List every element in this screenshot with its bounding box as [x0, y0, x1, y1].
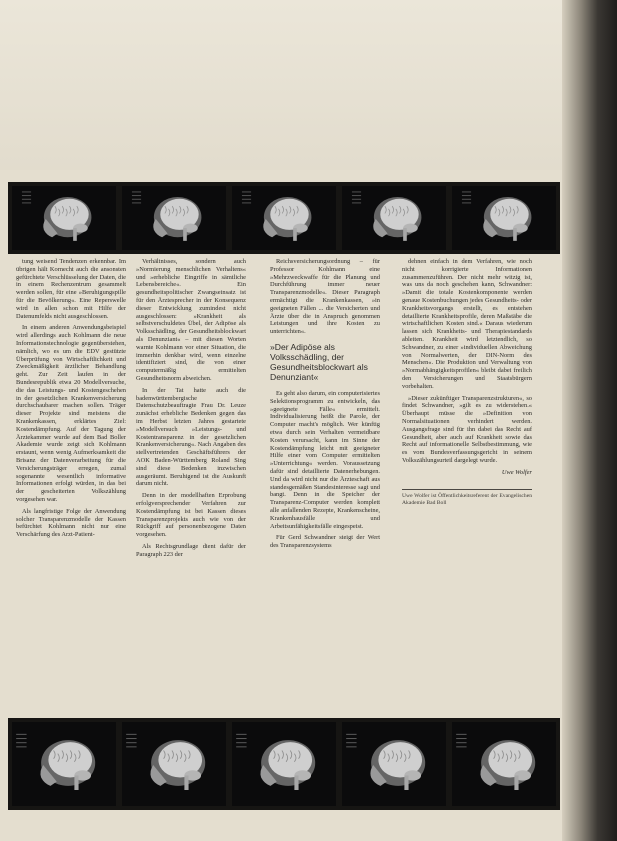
paragraph: Verhältnisses, sondern auch »Normierung menschlichen Verhaltens« und »erhebliche Eingriffe in sämtliche Lebensbereiche«. Ein gesundheitspolitischer Zwangseinsatz ist für den Ärztesprecher in der Konsequenz dieser Entwicklung zumindest nicht ausgeschlossen: »Krankheit als selbstverschuldetes Übel, der Adipöse als Volksschädling, der Gesundheitsblockwart als Denunziant« – mit diesen Worten warnte Kohlmann vor einer Situation, die immerhin denkbar wird, wenn einzelne identifiziert sind, die von einer computermäßig ermittelten Gesundheitsnorm abweichen.	[136, 258, 246, 382]
paragraph: Reichsversicherungsordnung – für Professor Kohlmann eine »Mehrzweckwaffe für die Planung und Durchführung immer neuer Transparenzmodelle«. Dieser Paragraph ermächtigt die Krankenkassen, »in geeigneten Fällen ... die Versicherten und Ärzte über die in Anspruch genommen Leistungen und ihre Kosten zu unterrichten«.	[270, 258, 380, 336]
mri-head-scan-graphic	[452, 722, 556, 806]
paragraph: Denn in der modellhaften Erprobung erfolgversprechender Verfahren zur Kostendämpfung ist bei Kassen dieses Transparenzprojekts auch wie von der Rückgriff auf personenbezogene Daten vorgesehen.	[136, 492, 246, 539]
mri-head-scan-graphic	[342, 186, 446, 250]
mri-head-scan-graphic	[122, 186, 226, 250]
paragraph: Als Rechtsgrundlage dient dafür der Paragraph 223 der	[136, 542, 246, 558]
mri-head-scan-image	[232, 722, 336, 806]
mri-head-scan-image	[232, 186, 336, 250]
mri-head-scan-graphic	[12, 722, 116, 806]
mri-film-strip-bottom	[8, 718, 560, 810]
mri-head-scan-image	[452, 722, 556, 806]
article-columns	[16, 258, 542, 718]
paragraph: »Dieser zukünftiger Transparenzstrukturen«, so findet Schwandner, »gilt es zu widerstehen.« Überhaupt müsse die »Definition von Normalsituationen verhindert werden. Ausgangsfrage sind für ihn dabei das Recht auf Gesundheit, aber auch auf Krankheit sowie das Recht auf informationelle Selbstbestimmung, wie es vom Bundesverfassungsgericht in seinem Volkszählungsurteil dargelegt wurde.	[402, 394, 532, 464]
blank-top-margin	[0, 0, 562, 170]
pull-quote: »Der Adipöse als Volksschädling, der Gesundheitsblockwart als Denunziant«	[270, 341, 368, 382]
article-column-1	[16, 258, 126, 714]
mri-head-scan-image	[12, 186, 116, 250]
book-spine-shadow	[562, 0, 617, 841]
mri-head-scan-image	[342, 722, 446, 806]
mri-head-scan-image	[122, 186, 226, 250]
article-column-2	[136, 258, 246, 714]
paragraph: Es geht also darum, ein computerisiertes Selektionsprogramm zu entwickeln, das »geeignete Fälle« ermittelt. Individualisierung heißt die Parole, der Computer macht's möglich. Wer künftig etwa durch sein Verhalten vermeidbare Kosten verursacht, kann im Sinne der Kostendämpfung leicht mit geeigneter Hilfe einer vom Computer ermittelten »Unterrichtung« werden. Voraussetzung dafür sind detaillierte Datenerhebungen. Und da wird nicht nur die Ärzteschaft aus standesgemäßen Standesinteresse sagt und bangt. Denn in die Speicher der Transparenz-Computer werden komplett alle anfallenden Rezepte, Krankenscheine, Krankenhausfälle und Arbeitsunfähigkeitsfälle eingespeist.	[270, 389, 380, 530]
mri-head-scan-graphic	[122, 722, 226, 806]
mri-head-scan-image	[342, 186, 446, 250]
article-column-4	[402, 258, 532, 714]
mri-head-scan-graphic	[342, 722, 446, 806]
caption-divider	[402, 489, 532, 490]
article-column-3	[270, 258, 380, 714]
paragraph: In einem anderen Anwendungsbeispiel wird allerdings auch Kohlmann die neue Informationstechnologie gegenüberstehen, nämlich, wo es um die EDV gestützte Überprüfung von Wirtschaftlichkeit und Zweckmäßigkeit ärztlicher Behandlung geht. Zur Zeit laufen in der Bundesrepublik etwa 20 Modellversuche, die das Leistungs- und Kostengeschehen in der gesetzlichen Krankenversicherung durchschaubarer machen sollen. Träger dieser Projekte sind meistens die Krankenkassen, erklärtes Ziel: Kostendämpfung. Auf der Tagung der Ärztekammer wurde auf dem Bad Boller Akademie wurde zeigt sich Kohlmann erstaunt, wenn wenig Aufmerksamkeit die Brisanz der Datenverarbeitung für die Versicherungsträger erregen, zumal sogenannte wesentlich informative Informationen erfolgt würden, in das bei der gescheiterten Volkszählung vorgesehen war.	[16, 324, 126, 503]
author-signature: Uwe Wolfer	[501, 468, 532, 476]
mri-head-scan-graphic	[232, 186, 336, 250]
paragraph: dehnen einfach in dem Verfahren, wie noch nicht korrigierte Informationen zusammenzuführen. Der nicht mehr witzig ist, was uns da noch geschehen kann, Schwandner: »Damit die totale Kostenkomponente werden genaue Kostenbuchungen jedes Gesundheits- oder Krankheitsvorgangs erstellt, es entstehen detaillierte Krankheitsprofile, deren Maßstäbe die wirtschaftlichen Kosten sind.« Daraus wiederum lassen sich Krankheits- und Therapiestandards ableiten. Krankheit wird letztendlich, so Schwandner, zu einer »individuellen Abweichung von Normalwerten, der DIN-Norm des Menschen«. Die Produktion und Verwaltung von »Normabhängigkeitsprofilen« bleibt dabei freilich den Versicherungen und Staatsbürgern vorbehalten.	[402, 258, 532, 390]
mri-head-scan-image	[122, 722, 226, 806]
author-caption: Uwe Wolfer ist Öffentlichkeitsreferent der Evangelischen Akademie Bad Boll	[402, 492, 532, 506]
mri-head-scan-graphic	[12, 186, 116, 250]
paragraph: In der Tat hatte auch die badenwürttembergische Datenschutzbeauftragte Frau Dr. Leuze zunächst erhebliche Bedenken gegen das im Herbst letzten Jahres gestartete »Modellversuch »Leistungs- und Kostentransparenz in der gesetzlichen Krankenversicherung«. Nach Angaben des stellvertretenden Geschäftsführers der AOK Baden-Württemberg Roland Sing sind diese Bedenken inzwischen ausgeräumt. Beruhigend ist die Auskunft darum nicht.	[136, 386, 246, 488]
paragraph: tung weisend Tendenzen erkennbar. Im übrigen hält Kornecht auch die ansonsten gefürchtete Verschlüsselung der Daten, die in einem Rechenzentrum gesammelt werden sollen, für eine »Beruhigungspille für die Bevölkerung«. Eine Reperswelle wird in allen schon mit Hilfe der Datenumfelds nicht ausgeschlossen.	[16, 258, 126, 320]
mri-head-scan-graphic	[452, 186, 556, 250]
mri-film-strip-top	[8, 182, 560, 254]
mri-head-scan-image	[452, 186, 556, 250]
mri-head-scan-graphic	[232, 722, 336, 806]
paragraph: Für Gerd Schwandner steigt der Wert des Transparenzsystems	[270, 534, 380, 550]
mri-head-scan-image	[12, 722, 116, 806]
paragraph: Als langfristige Folge der Anwendung solcher Transparenzmodelle der Kassen befürchtet Kohlmann nicht nur eine Verschärfung des Arzt-Patient-	[16, 507, 126, 539]
